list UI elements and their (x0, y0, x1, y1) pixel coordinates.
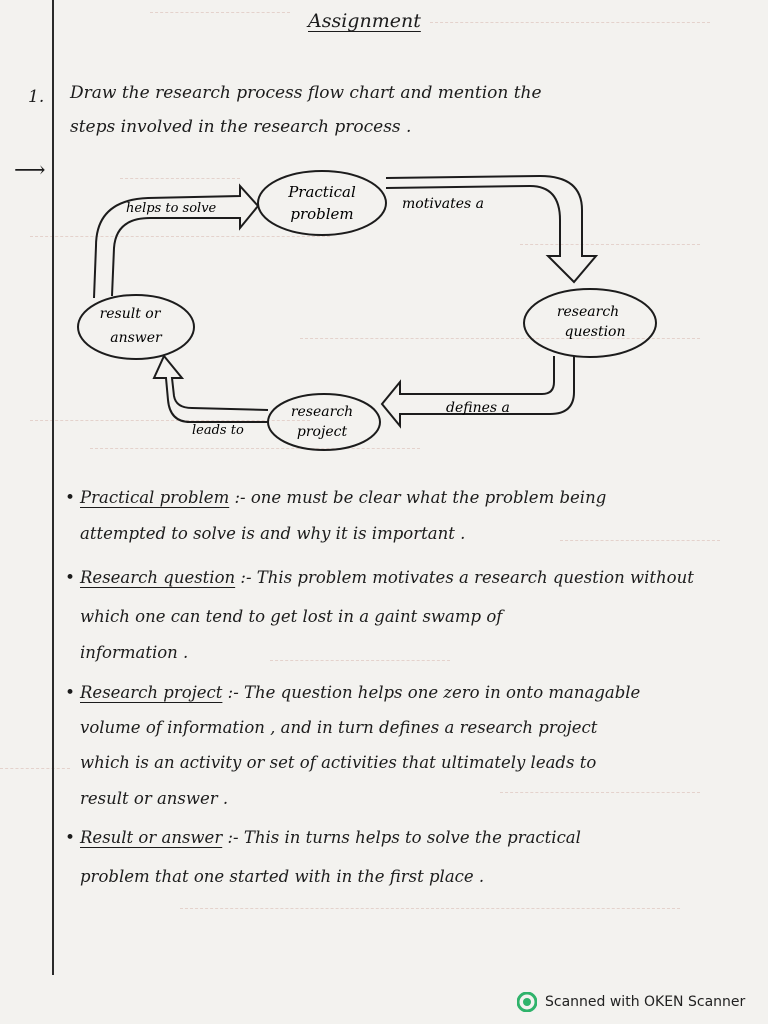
point-line: attempted to solve is and why it is important . (80, 524, 466, 543)
margin-arrow-icon: ⟶ (14, 158, 46, 183)
bullet-icon: • (65, 488, 76, 508)
node-research-project (268, 394, 380, 450)
bullet-icon: • (65, 568, 76, 588)
edge-label: defines a (446, 400, 510, 416)
point-line: which is an activity or set of activities that ultimately leads to (80, 753, 597, 772)
node-label: Practical (288, 183, 356, 201)
margin-line (52, 0, 54, 975)
point-heading: Research project (80, 683, 223, 702)
point-heading: Result or answer (80, 828, 223, 847)
point-line: volume of information , and in turn defines a research project (80, 718, 598, 737)
bleed-through-mark (180, 908, 680, 909)
node-label: research (556, 304, 620, 320)
point-text: :- This problem motivates a research question without (240, 568, 694, 587)
bleed-through-mark (150, 12, 290, 13)
point-line: problem that one started with in the first place . (80, 867, 485, 886)
point-heading: Research question (80, 568, 236, 587)
point-text: :- one must be clear what the problem being (234, 488, 607, 507)
node-practical-problem (258, 171, 386, 235)
bleed-through-mark (430, 22, 710, 23)
question-line: steps involved in the research process . (70, 117, 412, 137)
point-line (80, 828, 581, 847)
research-process-diagram (60, 160, 680, 460)
node-label: question (564, 324, 626, 340)
point-line (80, 488, 606, 507)
edge-label: motivates a (402, 196, 484, 212)
node-result-answer (78, 295, 194, 359)
edge-arrow-leads (154, 356, 268, 422)
node-research-question (524, 289, 656, 357)
question-line: Draw the research process flow chart and mention the (70, 83, 542, 103)
scanner-watermark (517, 990, 745, 1014)
scanner-logo-icon (517, 992, 537, 1012)
page-title: Assignment (308, 10, 421, 32)
node-label: problem (290, 205, 354, 223)
point-line (80, 683, 640, 702)
point-line: information . (80, 643, 189, 662)
point-heading: Practical problem (80, 488, 230, 507)
bleed-through-mark (0, 768, 70, 769)
bleed-through-mark (560, 540, 720, 541)
bullet-icon: • (65, 683, 76, 703)
edge-label: helps to solve (126, 201, 217, 216)
bleed-through-mark (500, 792, 700, 793)
point-text: :- This in turns helps to solve the practical (227, 828, 581, 847)
edge-label: leads to (192, 423, 244, 438)
bullet-icon: • (65, 828, 76, 848)
point-line: which one can tend to get lost in a gaint swamp of (80, 607, 503, 626)
question-number: 1. (28, 87, 45, 107)
node-label: research (290, 404, 354, 420)
bleed-through-mark (270, 660, 450, 661)
node-label: project (296, 424, 348, 440)
node-label: answer (110, 330, 162, 346)
watermark-text: Scanned with OKEN Scanner (545, 994, 746, 1010)
node-label: result or (99, 306, 161, 322)
point-line (80, 568, 694, 587)
edge-arrow-motivates (386, 176, 596, 282)
point-text: :- The question helps one zero in onto managable (227, 683, 641, 702)
point-line: result or answer . (80, 789, 229, 808)
